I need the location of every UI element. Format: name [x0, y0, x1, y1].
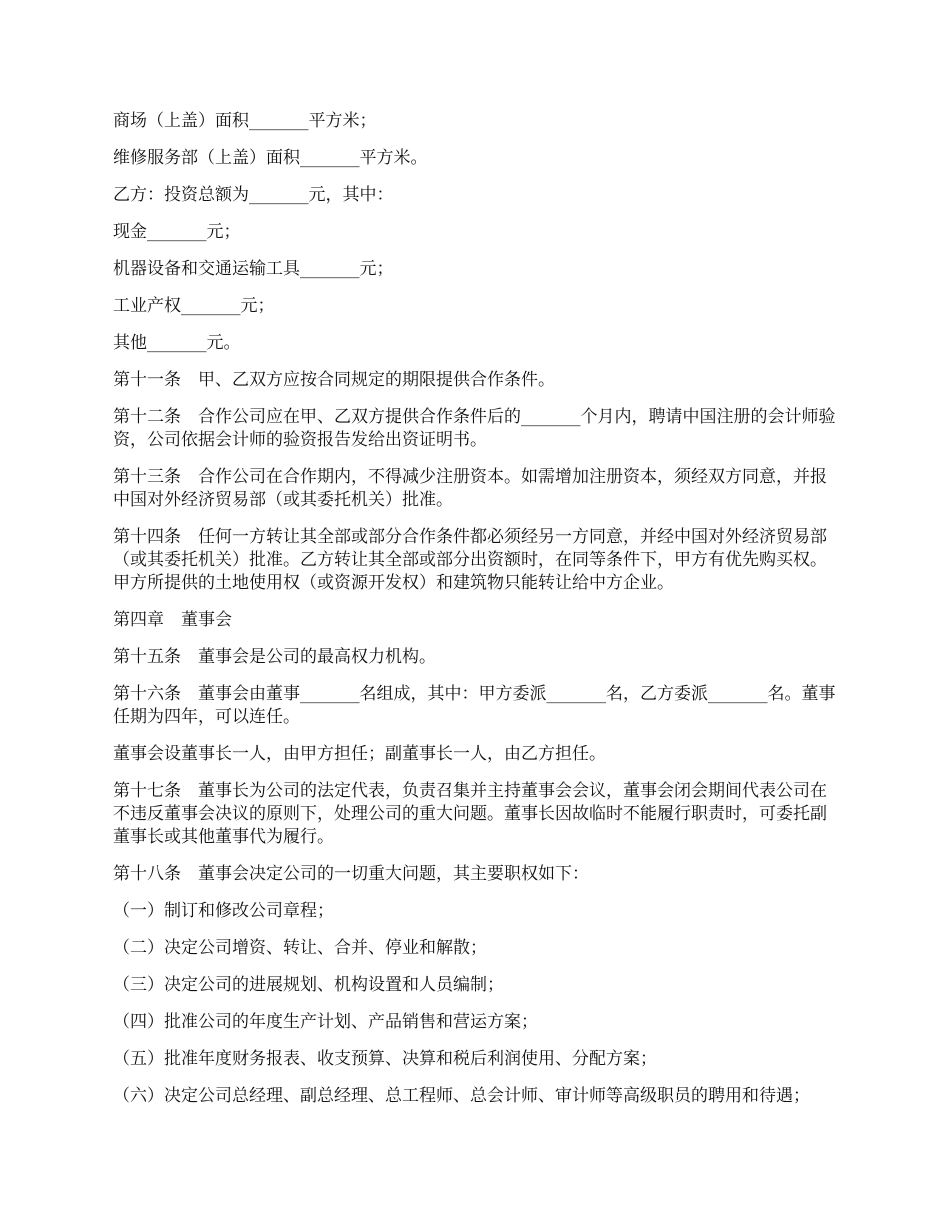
- paragraph-5: 机器设备和交通运输工具_______元；: [113, 259, 394, 279]
- list-item-1: （一）制订和修改公司章程；: [113, 901, 334, 921]
- article-14: 第十四条 任何一方转让其全部或部分合作条件都必须经另一方同意，并经中国对外经济贸易部（或其委托机关）批准。乙方转让其全部或部分出资额时，在同等条件下，甲方有优先购买权。甲方所提供的土地使用权（或资源开发权）和建筑物只能转让给中方企业。: [113, 527, 827, 593]
- paragraph-chairman: 董事会设董事长一人，由甲方担任；副董事长一人，由乙方担任。: [113, 744, 606, 764]
- article-16: 第十六条 董事会由董事_______名组成，其中：甲方委派_______名，乙方委派_______名。董事任期为四年，可以连任。: [113, 684, 836, 727]
- paragraph-7: 其他_______元。: [113, 333, 241, 353]
- list-item-2: （二）决定公司增资、转让、合并、停业和解散；: [113, 938, 487, 958]
- list-item-5: （五）批准年度财务报表、收支预算、决算和税后利润使用、分配方案；: [113, 1049, 657, 1069]
- article-13: 第十三条 合作公司在合作期内，不得减少注册资本。如需增加注册资本，须经双方同意，并报中国对外经济贸易部（或其委托机关）批准。: [113, 467, 827, 510]
- paragraph-3: 乙方：投资总额为_______元，其中：: [113, 185, 394, 205]
- paragraph-2: 维修服务部（上盖）面积_______平方米。: [113, 148, 428, 168]
- article-15: 第十五条 董事会是公司的最高权力机构。: [113, 647, 436, 667]
- article-11: 第十一条 甲、乙双方应按合同规定的期限提供合作条件。: [113, 370, 555, 390]
- chapter-heading: 第四章 董事会: [113, 610, 232, 630]
- paragraph-4: 现金_______元；: [113, 222, 241, 242]
- article-12: 第十二条 合作公司应在甲、乙双方提供合作条件后的_______个月内，聘请中国注册的会计师验资，公司依据会计师的验资报告发给出资证明书。: [113, 407, 836, 450]
- article-17: 第十七条 董事长为公司的法定代表，负责召集并主持董事会会议，董事会闭会期间代表公司在不违反董事会决议的原则下，处理公司的重大问题。董事长因故临时不能履行职责时，可委托副董事长或其他董事代为履行。: [113, 781, 827, 847]
- paragraph-6: 工业产权_______元；: [113, 296, 275, 316]
- list-item-4: （四）批准公司的年度生产计划、产品销售和营运方案；: [113, 1012, 538, 1032]
- list-item-3: （三）决定公司的进展规划、机构设置和人员编制；: [113, 975, 504, 995]
- list-item-6: （六）决定公司总经理、副总经理、总工程师、总会计师、审计师等高级职员的聘用和待遇；: [113, 1086, 810, 1106]
- article-18: 第十八条 董事会决定公司的一切重大问题，其主要职权如下：: [113, 864, 589, 884]
- document-body: [113, 110, 838, 1122]
- paragraph-1: 商场（上盖）面积_______平方米；: [113, 111, 377, 131]
